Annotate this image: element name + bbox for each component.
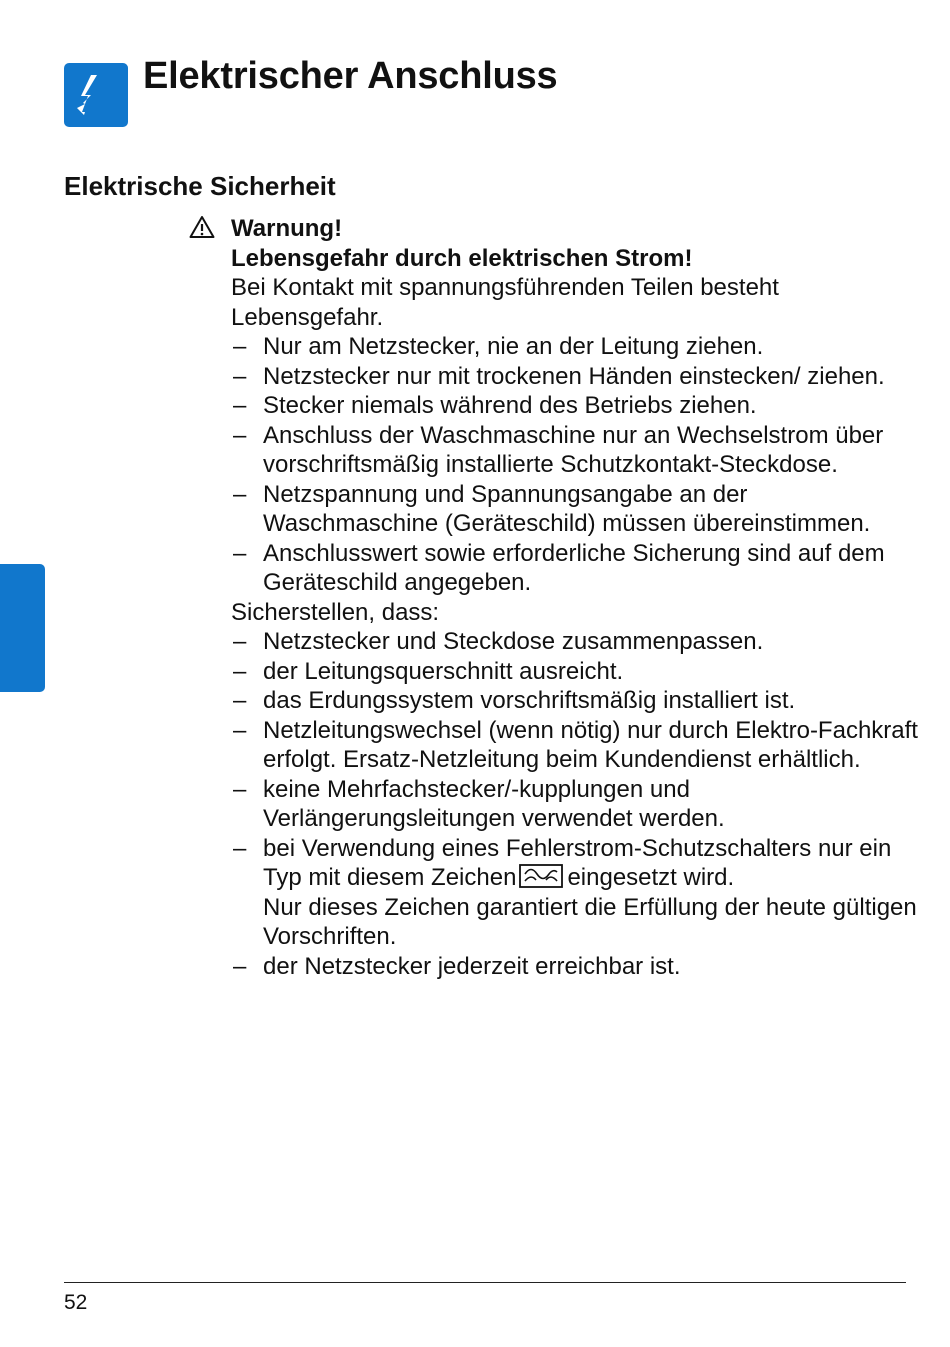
list-item: [231, 657, 921, 687]
list-item-text: Anschluss der Waschmaschine nur an Wechselstrom über vorschriftsmäßig installierte Schutzkontakt-Steckdose.: [263, 421, 884, 478]
warning-block: [231, 214, 921, 981]
list-item: [231, 480, 921, 539]
list-item: [231, 332, 921, 362]
list-item-text: das Erdungssystem vorschriftsmäßig installiert ist.: [263, 687, 796, 714]
list-dash: –: [233, 421, 247, 449]
warning-label: Warnung!: [231, 215, 343, 242]
list-item: [231, 952, 921, 982]
rcd-text-after: eingesetzt wird.: [567, 864, 735, 891]
list-item-text: Netzleitungswechsel (wenn nötig) nur durch Elektro-Fachkraft erfolgt. Ersatz-Netzleitung beim Kundendienst erhältlich.: [263, 716, 918, 773]
chapter-tab-marker: [0, 564, 45, 692]
list-item: [231, 716, 921, 775]
list-dash: –: [233, 657, 247, 685]
ensure-label: Sicherstellen, dass:: [231, 598, 440, 626]
page-title: Elektrischer Anschluss: [143, 55, 558, 97]
list-item-text: Netzstecker und Steckdose zusammenpassen.: [263, 628, 764, 655]
list-dash: –: [233, 952, 247, 980]
list-dash: –: [233, 628, 247, 655]
list-item: [231, 539, 921, 598]
ensure-list: [231, 627, 921, 981]
list-item-text: Stecker niemals während des Betriebs ziehen.: [263, 392, 757, 419]
section-heading: Elektrische Sicherheit: [64, 171, 336, 201]
list-item: [231, 362, 921, 392]
warning-headline: Lebensgefahr durch elektrischen Strom!: [231, 244, 693, 272]
list-item-text: Nur am Netzstecker, nie an der Leitung ziehen.: [263, 333, 764, 360]
warning-intro: Bei Kontakt mit spannungsführenden Teilen besteht Lebensgefahr.: [231, 274, 779, 331]
list-item: [231, 627, 921, 657]
list-dash: –: [233, 716, 247, 744]
list-item-text: Netzstecker nur mit trockenen Händen einstecken/ ziehen.: [263, 362, 885, 390]
list-item-text: keine Mehrfachstecker/-kupplungen und Verlängerungsleitungen verwendet werden.: [263, 775, 725, 832]
page-number: 52: [64, 1291, 88, 1314]
list-item-text: der Netzstecker jederzeit erreichbar ist.: [263, 952, 681, 980]
warning-triangle-icon: [189, 215, 215, 239]
rcd-text-before: bei Verwendung eines Fehlerstrom-Schutzschalters nur ein Typ mit diesem Zeichen: [263, 834, 892, 891]
list-item: [231, 775, 921, 834]
footer-divider: [64, 1282, 906, 1283]
list-dash: –: [233, 480, 247, 508]
warning-list: [231, 332, 921, 598]
list-dash: –: [233, 687, 247, 714]
list-dash: –: [233, 362, 247, 390]
list-dash: –: [233, 775, 247, 803]
list-item: [231, 391, 921, 421]
list-dash: –: [233, 539, 247, 567]
rcd-note: Nur dieses Zeichen garantiert die Erfüllung der heute gültigen Vorschriften.: [263, 893, 917, 950]
list-item-text: Netzspannung und Spannungsangabe an der Waschmaschine (Geräteschild) müssen übereinstimmen.: [263, 480, 871, 537]
list-item: [231, 421, 921, 480]
list-item: [231, 686, 921, 716]
list-item-rcd: [231, 834, 921, 952]
rcd-type-symbol-icon: [519, 864, 563, 888]
list-item-text: der Leitungsquerschnitt ausreicht.: [263, 657, 624, 685]
list-dash: –: [233, 333, 247, 360]
list-item-text: Anschlusswert sowie erforderliche Sicherung sind auf dem Geräteschild angegeben.: [263, 539, 885, 596]
list-dash: –: [233, 834, 247, 862]
lightning-bolt-icon: [64, 63, 128, 127]
list-dash: –: [233, 392, 247, 419]
